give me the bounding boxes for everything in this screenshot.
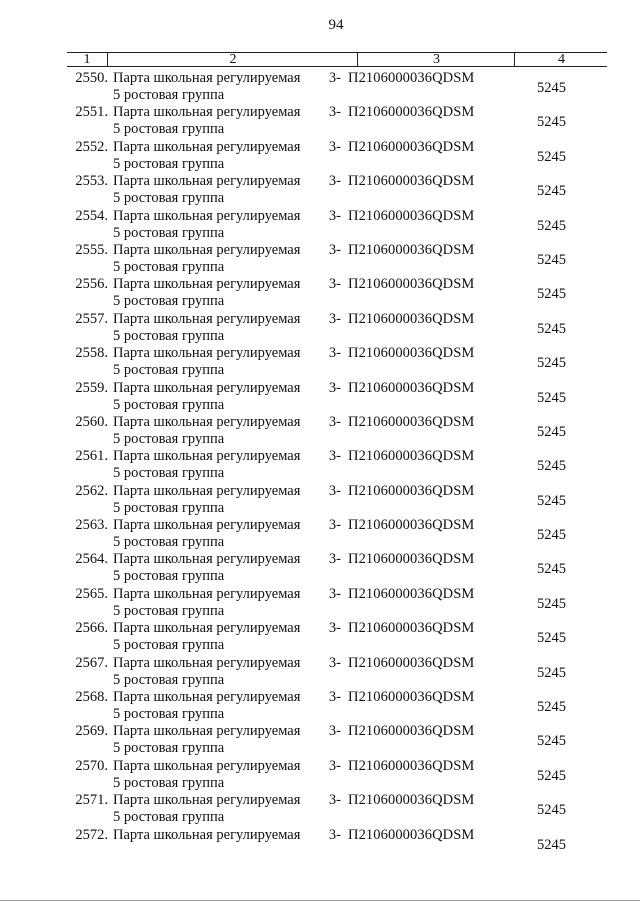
row-number: 2564. — [75, 551, 108, 568]
item-price: 5245 — [537, 699, 566, 716]
table-row — [0, 758, 640, 792]
item-price: 5245 — [537, 423, 566, 440]
item-name-suffix: 3- — [328, 689, 341, 706]
item-code: П2106000036QDSM — [348, 723, 475, 740]
item-name — [113, 311, 341, 345]
item-code: П2106000036QDSM — [348, 241, 475, 258]
item-name — [113, 792, 341, 826]
item-name-line2: 5 ростовая группа — [113, 465, 225, 482]
column-header-3: 3 — [357, 53, 515, 66]
item-name-line2: 5 ростовая группа — [113, 396, 225, 413]
item-name-line1: Парта школьная регулируемая — [113, 241, 301, 258]
table-row — [0, 483, 640, 517]
item-name-line2: 5 ростовая группа — [113, 224, 225, 241]
table-row — [0, 104, 640, 138]
item-name-line2: 5 ростовая группа — [113, 190, 225, 207]
item-name-suffix: 3- — [328, 654, 341, 671]
item-price: 5245 — [537, 217, 566, 234]
item-name — [113, 551, 341, 585]
item-price: 5245 — [537, 114, 566, 131]
item-price: 5245 — [537, 595, 566, 612]
table-row — [0, 551, 640, 585]
item-name-suffix: 3- — [328, 620, 341, 637]
table-row — [0, 208, 640, 242]
item-name-line1: Парта школьная регулируемая — [113, 723, 301, 740]
row-number: 2558. — [75, 345, 108, 362]
item-name-line2: 5 ростовая группа — [113, 602, 225, 619]
item-name-line2: 5 ростовая группа — [113, 121, 225, 138]
row-number: 2568. — [75, 689, 108, 706]
item-code: П2106000036QDSM — [348, 551, 475, 568]
table-row — [0, 448, 640, 482]
item-name-line1: Парта школьная регулируемая — [113, 70, 301, 86]
item-name-line2: 5 ростовая группа — [113, 740, 225, 757]
item-price: 5245 — [537, 251, 566, 268]
row-number: 2550. — [75, 70, 108, 86]
item-code: П2106000036QDSM — [348, 70, 475, 86]
item-price: 5245 — [537, 630, 566, 647]
item-name — [113, 620, 341, 654]
item-code: П2106000036QDSM — [348, 620, 475, 637]
item-code: П2106000036QDSM — [348, 585, 475, 602]
item-name-line1: Парта школьная регулируемая — [113, 413, 301, 430]
item-name-suffix: 3- — [328, 413, 341, 430]
item-name-line1: Парта школьная регулируемая — [113, 551, 301, 568]
item-name-suffix: 3- — [328, 448, 341, 465]
item-name-suffix: 3- — [328, 585, 341, 602]
item-name-suffix: 3- — [328, 276, 341, 293]
item-name-line1: Парта школьная регулируемая — [113, 207, 301, 224]
item-name-line1: Парта школьная регулируемая — [113, 276, 301, 293]
item-name-suffix: 3- — [328, 757, 341, 774]
table-row — [0, 655, 640, 689]
row-number: 2557. — [75, 310, 108, 327]
item-name — [113, 139, 341, 173]
row-number: 2559. — [75, 379, 108, 396]
item-name-suffix: 3- — [328, 379, 341, 396]
item-name-line1: Парта школьная регулируемая — [113, 138, 301, 155]
item-name-suffix: 3- — [328, 482, 341, 499]
item-name-suffix: 3- — [328, 345, 341, 362]
item-price: 5245 — [537, 320, 566, 337]
item-name-suffix: 3- — [328, 792, 341, 809]
item-name — [113, 723, 341, 757]
item-code: П2106000036QDSM — [348, 345, 475, 362]
item-name-line1: Парта школьная регулируемая — [113, 448, 301, 465]
table-row — [0, 70, 640, 104]
item-name-suffix: 3- — [328, 138, 341, 155]
row-number: 2569. — [75, 723, 108, 740]
item-name-line2: 5 ростовая группа — [113, 534, 225, 551]
item-code: П2106000036QDSM — [348, 448, 475, 465]
row-number: 2567. — [75, 654, 108, 671]
row-number: 2565. — [75, 585, 108, 602]
table-row — [0, 380, 640, 414]
item-name-line1: Парта школьная регулируемая — [113, 345, 301, 362]
item-price: 5245 — [537, 561, 566, 578]
item-name-suffix: 3- — [328, 207, 341, 224]
table-row — [0, 173, 640, 207]
row-number: 2572. — [75, 826, 108, 843]
item-code: П2106000036QDSM — [348, 689, 475, 706]
page-number: 94 — [328, 17, 344, 33]
item-price: 5245 — [537, 80, 566, 96]
item-price: 5245 — [537, 733, 566, 750]
item-price: 5245 — [537, 286, 566, 303]
item-name-line1: Парта школьная регулируемая — [113, 620, 301, 637]
item-name-line1: Парта школьная регулируемая — [113, 654, 301, 671]
table-row — [0, 517, 640, 551]
item-price: 5245 — [537, 767, 566, 784]
item-name-suffix: 3- — [328, 551, 341, 568]
item-name-line1: Парта школьная регулируемая — [113, 482, 301, 499]
item-name-line1: Парта школьная регулируемая — [113, 757, 301, 774]
item-code: П2106000036QDSM — [348, 482, 475, 499]
table-row — [0, 414, 640, 448]
row-number: 2555. — [75, 241, 108, 258]
item-name-line1: Парта школьная регулируемая — [113, 826, 301, 843]
item-name-line2: 5 ростовая группа — [113, 293, 225, 310]
item-name-line2: 5 ростовая группа — [113, 706, 225, 723]
column-header-1: 1 — [83, 52, 91, 67]
table-row — [0, 586, 640, 620]
table-body — [0, 70, 640, 861]
table-row — [0, 723, 640, 757]
column-header-2: 2 — [107, 53, 358, 66]
item-price: 5245 — [537, 148, 566, 165]
page-bottom-edge — [0, 900, 640, 901]
table-header — [67, 52, 607, 67]
item-name — [113, 414, 341, 448]
item-name — [113, 380, 341, 414]
item-name-line2: 5 ростовая группа — [113, 499, 225, 516]
item-name — [113, 276, 341, 310]
item-code: П2106000036QDSM — [348, 138, 475, 155]
table-row — [0, 276, 640, 310]
table-row — [0, 242, 640, 276]
item-code: П2106000036QDSM — [348, 276, 475, 293]
item-name-line1: Парта школьная регулируемая — [113, 689, 301, 706]
row-number: 2560. — [75, 413, 108, 430]
item-price: 5245 — [537, 802, 566, 819]
item-name — [113, 173, 341, 207]
item-name-suffix: 3- — [328, 104, 341, 121]
row-number: 2561. — [75, 448, 108, 465]
item-name-line1: Парта школьная регулируемая — [113, 173, 301, 190]
table-row — [0, 827, 640, 861]
item-code: П2106000036QDSM — [348, 173, 475, 190]
item-price: 5245 — [537, 836, 566, 853]
item-code: П2106000036QDSM — [348, 104, 475, 121]
item-name-line2: 5 ростовая группа — [113, 671, 225, 688]
item-name — [113, 208, 341, 242]
item-name-line2: 5 ростовая группа — [113, 87, 225, 103]
item-code: П2106000036QDSM — [348, 207, 475, 224]
row-number: 2571. — [75, 792, 108, 809]
row-number: 2554. — [75, 207, 108, 224]
item-name-line2: 5 ростовая группа — [113, 809, 225, 826]
item-code: П2106000036QDSM — [348, 757, 475, 774]
item-name — [113, 242, 341, 276]
item-name — [113, 104, 341, 138]
item-name — [113, 827, 341, 844]
row-number: 2563. — [75, 517, 108, 534]
item-price: 5245 — [537, 664, 566, 681]
item-name — [113, 70, 341, 104]
item-name — [113, 758, 341, 792]
row-number: 2562. — [75, 482, 108, 499]
item-name — [113, 689, 341, 723]
table-row — [0, 689, 640, 723]
row-number: 2552. — [75, 138, 108, 155]
column-header-4: 4 — [514, 53, 608, 66]
item-code: П2106000036QDSM — [348, 517, 475, 534]
table-row — [0, 311, 640, 345]
item-code: П2106000036QDSM — [348, 654, 475, 671]
row-number: 2556. — [75, 276, 108, 293]
item-name-line2: 5 ростовая группа — [113, 430, 225, 447]
table-row — [0, 620, 640, 654]
item-name — [113, 483, 341, 517]
item-name-suffix: 3- — [328, 310, 341, 327]
item-code: П2106000036QDSM — [348, 310, 475, 327]
item-code: П2106000036QDSM — [348, 792, 475, 809]
item-code: П2106000036QDSM — [348, 413, 475, 430]
item-name-line2: 5 ростовая группа — [113, 568, 225, 585]
table-row — [0, 345, 640, 379]
item-name — [113, 345, 341, 379]
item-name-line1: Парта школьная регулируемая — [113, 310, 301, 327]
table-row — [0, 792, 640, 826]
row-number: 2566. — [75, 620, 108, 637]
item-price: 5245 — [537, 389, 566, 406]
item-name-line1: Парта школьная регулируемая — [113, 104, 301, 121]
item-price: 5245 — [537, 492, 566, 509]
item-name-line1: Парта школьная регулируемая — [113, 585, 301, 602]
item-name-suffix: 3- — [328, 70, 341, 86]
item-name-line2: 5 ростовая группа — [113, 327, 225, 344]
item-name — [113, 586, 341, 620]
item-price: 5245 — [537, 458, 566, 475]
item-name-suffix: 3- — [328, 826, 341, 843]
item-name — [113, 517, 341, 551]
item-name-line2: 5 ростовая группа — [113, 637, 225, 654]
item-name — [113, 448, 341, 482]
item-name-line2: 5 ростовая группа — [113, 362, 225, 379]
item-name-suffix: 3- — [328, 723, 341, 740]
item-name-line1: Парта школьная регулируемая — [113, 517, 301, 534]
item-price: 5245 — [537, 183, 566, 200]
row-number: 2570. — [75, 757, 108, 774]
item-name-suffix: 3- — [328, 241, 341, 258]
item-price: 5245 — [537, 355, 566, 372]
item-name — [113, 655, 341, 689]
item-price: 5245 — [537, 527, 566, 544]
item-name-line2: 5 ростовая группа — [113, 774, 225, 791]
table-row — [0, 139, 640, 173]
item-name-line1: Парта школьная регулируемая — [113, 379, 301, 396]
row-number: 2553. — [75, 173, 108, 190]
item-name-suffix: 3- — [328, 173, 341, 190]
row-number: 2551. — [75, 104, 108, 121]
item-name-line2: 5 ростовая группа — [113, 258, 225, 275]
item-name-line2: 5 ростовая группа — [113, 155, 225, 172]
item-name-suffix: 3- — [328, 517, 341, 534]
item-code: П2106000036QDSM — [348, 379, 475, 396]
item-name-line1: Парта школьная регулируемая — [113, 792, 301, 809]
item-code: П2106000036QDSM — [348, 826, 475, 843]
